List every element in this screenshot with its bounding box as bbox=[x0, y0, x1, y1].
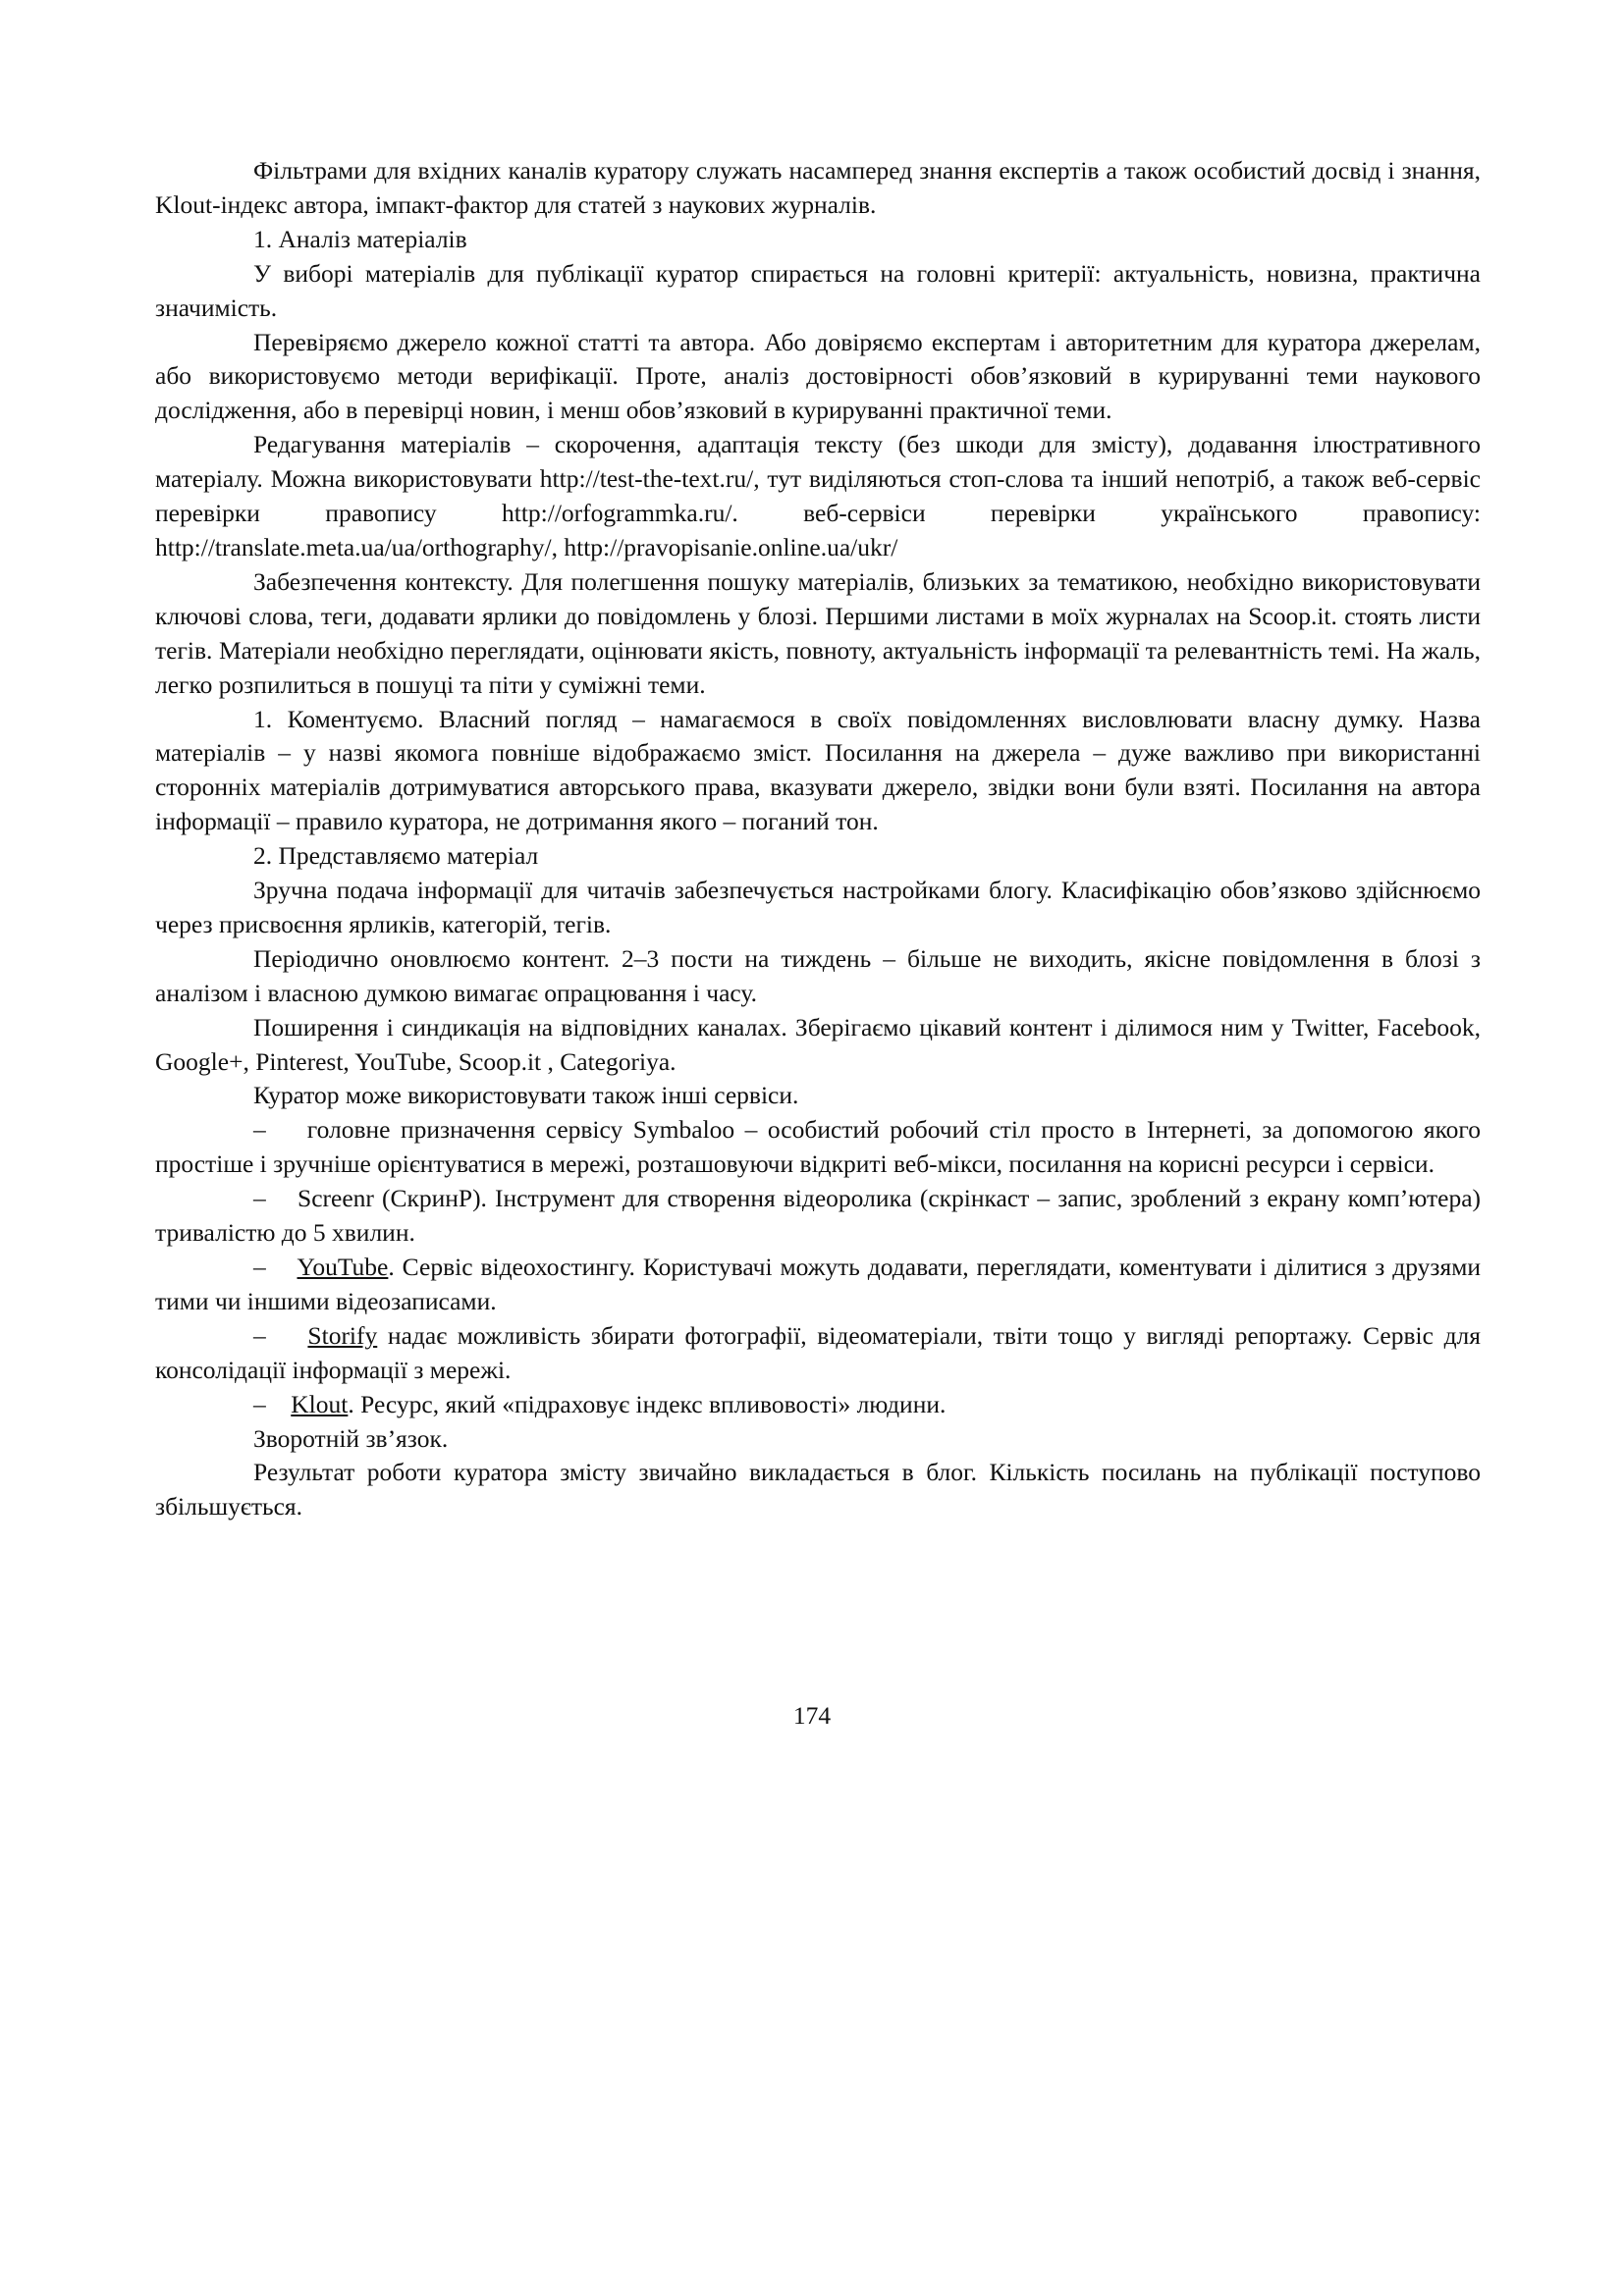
paragraph-syndication: Поширення і синдикація на відповідних каналах. Зберігаємо цікавий контент і ділимося ним у Twitter, Facebook, Google+, Pinterest, YouTube, Scoop.it , Categoriya. bbox=[155, 1012, 1481, 1076]
youtube-link[interactable]: YouTube bbox=[297, 1253, 389, 1281]
paragraph-presentation: Зручна подача інформації для читачів забезпечується настройками блогу. Класифікацію обов’язково здійснюємо через присвоєння ярликів, категорій, тегів. bbox=[155, 876, 1481, 938]
paragraph-selection: У виборі матеріалів для публікації куратор спирається на головні критерії: актуальність, новизна, практична значимість. bbox=[155, 258, 1481, 322]
list-item-text: Screenr (СкринР). Інструмент для створення відеоролика (скрінкаст – запис, зроблений з екрану комп’ютера) тривалістю до 5 хвилин. bbox=[155, 1184, 1482, 1248]
page-number: 174 bbox=[792, 1701, 832, 1730]
list-item-klout bbox=[155, 1388, 1481, 1422]
heading-presenting: 2. Представляємо матеріал bbox=[253, 841, 539, 871]
list-dash: – bbox=[253, 1320, 266, 1350]
paragraph-editing: Редагування матеріалів – скорочення, адаптація тексту (без шкоди для змісту), додавання ілюстративного матеріалу. Можна використовувати http://test-the-text.ru/, тут виділяються стоп-слова та інший непотріб, а також веб-сервіс перевірки правопису http://orfogrammka.ru/. веб-сервіси перевірки українського правопису: http://translate.meta.ua/ua/orthography/, http://pravopisanie.online.ua/ukr/ bbox=[155, 430, 1481, 561]
heading-analysis: 1. Аналіз матеріалів bbox=[253, 224, 467, 253]
list-dash: – bbox=[253, 1389, 266, 1418]
list-item-youtube bbox=[155, 1251, 1481, 1319]
paragraph-filters: Фільтрами для вхідних каналів куратору служать насамперед знання експертів а також особистий досвід і знання, Klout-індекс автора, імпакт-фактор для статей з наукових журналів. bbox=[155, 156, 1481, 219]
list-item-storify bbox=[155, 1319, 1481, 1388]
klout-link[interactable]: Klout bbox=[291, 1389, 349, 1418]
list-dash: – bbox=[253, 1115, 266, 1145]
paragraph-result: Результат роботи куратора змісту звичайно викладається в блог. Кількість посилань на публікації поступово збільшується. bbox=[155, 1458, 1481, 1522]
list-dash: – bbox=[253, 1253, 266, 1281]
list-item-symbaloo bbox=[155, 1113, 1481, 1182]
paragraph-context: Забезпечення контексту. Для полегшення пошуку матеріалів, близьких за тематикою, необхідно використовувати ключові слова, теги, додавати ярлики до повідомлень у блозі. Першими листами в моїх журналах на Scoop.it. стоять листи тегів. Матеріали необхідно переглядати, оцінювати якість, повноту, актуальність інформації та релевантність темі. На жаль, легко розпилиться в пошуці та піти у суміжні теми. bbox=[155, 566, 1481, 699]
paragraph-other-services: Куратор може використовувати також інші сервіси. bbox=[253, 1081, 799, 1110]
paragraph-updating: Періодично оновлюємо контент. 2–3 пости на тиждень – більше не виходить, якісне повідомлення в блозі з аналізом і власною думкою вимагає опрацювання і часу. bbox=[155, 943, 1481, 1007]
list-item-text: . Сервіс відеохостингу. Користувачі можуть додавати, переглядати, коментувати і ділитися з друзями тими чи іншими відеозаписами. bbox=[155, 1253, 1481, 1315]
storify-link[interactable]: Storify bbox=[307, 1320, 378, 1350]
list-item-text: головне призначення сервісу Symbaloo – особистий робочий стіл просто в Інтернеті, за допомогою якого простіше і зручніше орієнтуватися в мережі, розташовуючи відкриті веб-мікси, посилання на корисні ресурси і сервіси. bbox=[155, 1115, 1481, 1179]
heading-feedback: Зворотній зв’язок. bbox=[253, 1423, 449, 1453]
list-item-screenr bbox=[155, 1182, 1481, 1251]
paragraph-commenting: 1. Коментуємо. Власний погляд – намагаємося в своїх повідомленнях висловлювати власну думку. Назва матеріалів – у назві якомога повніше відображаємо зміст. Посилання на джерела – дуже важливо при використанні сторонніх матеріалів дотримуватися авторського права, вказувати джерело, звідки вони були взяті. Посилання на автора інформації – правило куратора, не дотримання якого – поганий тон. bbox=[155, 704, 1481, 836]
page-body bbox=[155, 154, 1481, 1524]
paragraph-verification: Перевіряємо джерело кожної статті та автора. Або довіряємо експертам і авторитетним для куратора джерелам, або використовуємо методи верифікації. Проте, аналіз достовірності обов’язковий в курируванні теми наукового дослідження, або в перевірці новин, і менш обов’язковий в курируванні практичної теми. bbox=[155, 327, 1481, 425]
list-item-text: надає можливість збирати фотографії, відеоматеріали, твіти тощо у вигляді репортажу. Сервіс для консолідації інформації з мережі. bbox=[155, 1320, 1482, 1384]
list-dash: – bbox=[253, 1184, 266, 1213]
list-item-text: . Ресурс, який «підраховує індекс впливовості» людини. bbox=[348, 1389, 947, 1418]
